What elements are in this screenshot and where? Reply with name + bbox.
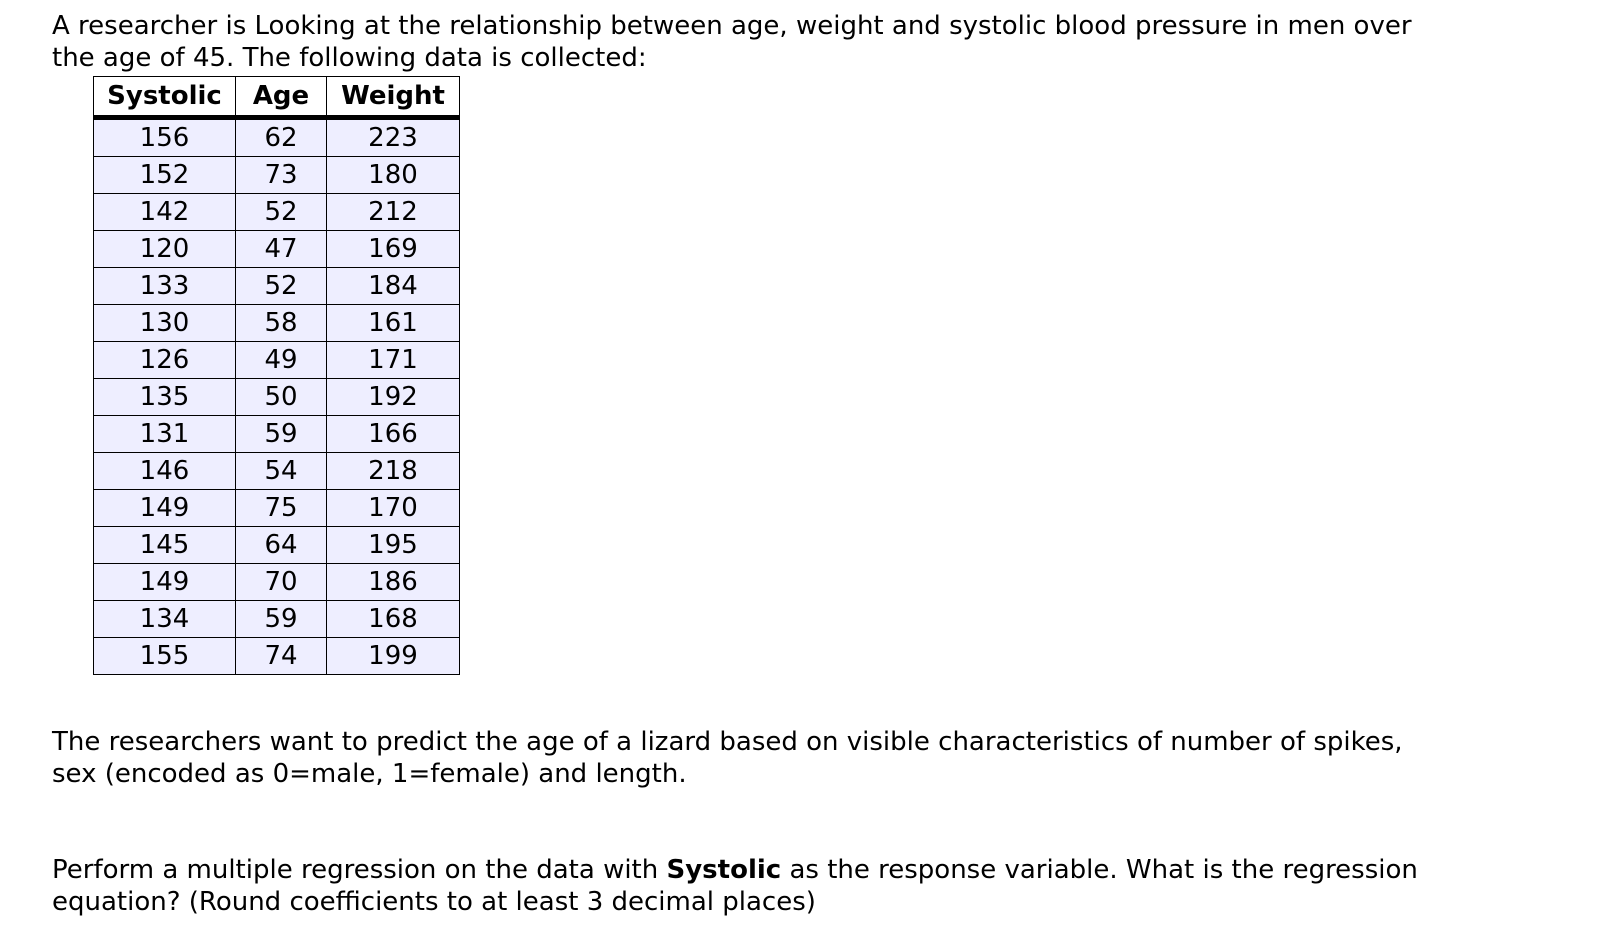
- cell-systolic: 142: [94, 194, 236, 231]
- cell-weight: 199: [327, 638, 460, 675]
- cell-systolic: 149: [94, 490, 236, 527]
- cell-weight: 195: [327, 527, 460, 564]
- cell-age: 59: [236, 601, 327, 638]
- cell-age: 59: [236, 416, 327, 453]
- cell-systolic: 145: [94, 527, 236, 564]
- table-row: [94, 490, 460, 527]
- table-row: [94, 638, 460, 675]
- table-row: [94, 118, 460, 157]
- table-row: [94, 342, 460, 379]
- cell-systolic: 135: [94, 379, 236, 416]
- intro-paragraph: A researcher is Looking at the relationship between age, weight and systolic blood pressure in men over the age of 45. The following data is collected:: [52, 11, 1412, 73]
- cell-age: 58: [236, 305, 327, 342]
- table-row: [94, 379, 460, 416]
- table-row: [94, 157, 460, 194]
- cell-weight: 171: [327, 342, 460, 379]
- table-row: [94, 453, 460, 490]
- cell-weight: 212: [327, 194, 460, 231]
- cell-weight: 168: [327, 601, 460, 638]
- cell-age: 52: [236, 268, 327, 305]
- cell-weight: 161: [327, 305, 460, 342]
- header-age: Age: [236, 77, 327, 118]
- cell-weight: 186: [327, 564, 460, 601]
- cell-systolic: 152: [94, 157, 236, 194]
- cell-systolic: 134: [94, 601, 236, 638]
- cell-age: 62: [236, 118, 327, 157]
- cell-systolic: 130: [94, 305, 236, 342]
- cell-age: 74: [236, 638, 327, 675]
- cell-weight: 218: [327, 453, 460, 490]
- table-row: [94, 305, 460, 342]
- data-table: [93, 76, 460, 675]
- task-paragraph: [52, 854, 1452, 918]
- cell-weight: 184: [327, 268, 460, 305]
- cell-systolic: 155: [94, 638, 236, 675]
- table-row: [94, 194, 460, 231]
- lizard-paragraph: The researchers want to predict the age of a lizard based on visible characteristics of number of spikes, sex (encoded as 0=male, 1=female) and length.: [52, 727, 1403, 789]
- cell-systolic: 131: [94, 416, 236, 453]
- table-row: [94, 601, 460, 638]
- cell-age: 73: [236, 157, 327, 194]
- header-systolic: Systolic: [94, 77, 236, 118]
- cell-weight: 166: [327, 416, 460, 453]
- task-text-after: as the response variable. What is the regression equation? (Round coefficients to at least 3 decimal places): [52, 855, 1418, 917]
- cell-systolic: 126: [94, 342, 236, 379]
- table-row: [94, 231, 460, 268]
- cell-weight: 180: [327, 157, 460, 194]
- cell-age: 49: [236, 342, 327, 379]
- cell-systolic: 156: [94, 118, 236, 157]
- task-response-variable: Systolic: [666, 855, 782, 885]
- cell-weight: 169: [327, 231, 460, 268]
- table-row: [94, 564, 460, 601]
- cell-age: 70: [236, 564, 327, 601]
- table-header-row: [94, 77, 460, 118]
- cell-weight: 223: [327, 118, 460, 157]
- cell-age: 64: [236, 527, 327, 564]
- cell-systolic: 146: [94, 453, 236, 490]
- cell-age: 47: [236, 231, 327, 268]
- cell-age: 54: [236, 453, 327, 490]
- cell-age: 75: [236, 490, 327, 527]
- table-row: [94, 416, 460, 453]
- cell-weight: 170: [327, 490, 460, 527]
- header-weight: Weight: [327, 77, 460, 118]
- cell-systolic: 120: [94, 231, 236, 268]
- cell-weight: 192: [327, 379, 460, 416]
- task-text-before: Perform a multiple regression on the data with: [52, 855, 667, 885]
- cell-age: 50: [236, 379, 327, 416]
- cell-systolic: 149: [94, 564, 236, 601]
- table-row: [94, 527, 460, 564]
- table-row: [94, 268, 460, 305]
- cell-systolic: 133: [94, 268, 236, 305]
- cell-age: 52: [236, 194, 327, 231]
